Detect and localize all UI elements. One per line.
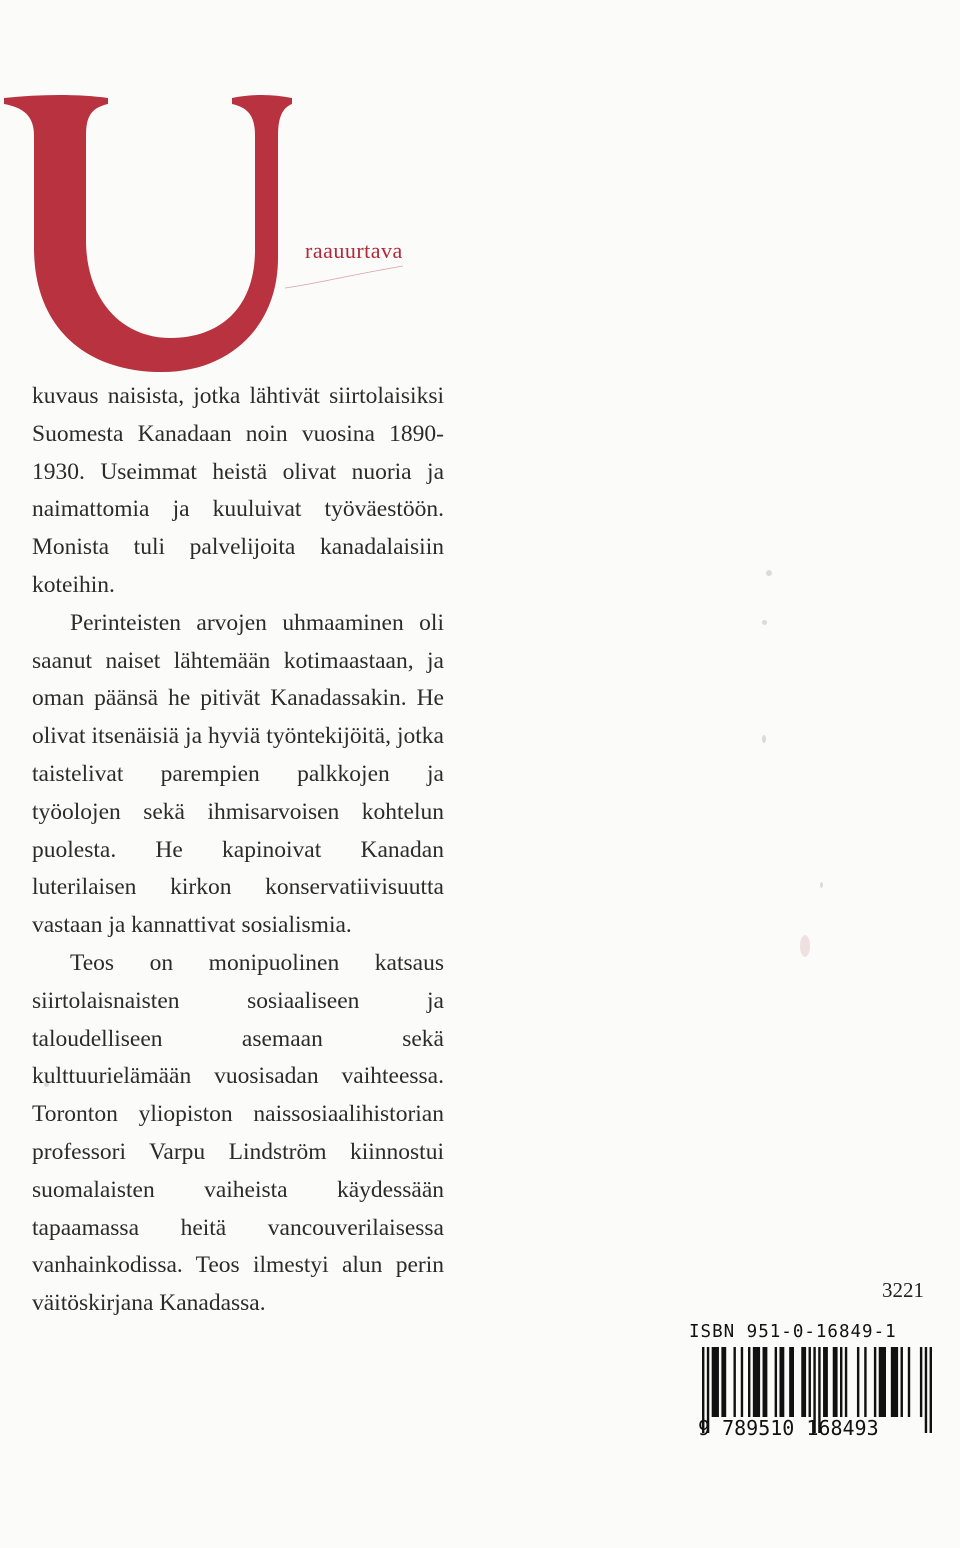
paragraph-work: Teos on monipuolinen katsaus siirtolaisnaisten sosiaaliseen ja taloudelliseen asemaan sekä kulttuurielämään vuosisadan vaihteessa. Toronton yliopiston naissosiaalihistorian professori Varpu Lindström kiinnostui suomalaisten vaiheista käydessään tapaamassa heitä vancouverilaisessa vanhainkodissa. Teos ilmestyi alun perin väitöskirjana Kanadassa. bbox=[32, 949, 444, 1317]
barcode-bar bbox=[833, 1347, 838, 1417]
scan-speck bbox=[800, 935, 810, 957]
barcode-bar bbox=[741, 1347, 743, 1417]
barcode-bar bbox=[721, 1347, 726, 1417]
scan-speck bbox=[766, 570, 772, 576]
price-code: 3221 bbox=[882, 1278, 924, 1302]
barcode-bar bbox=[801, 1347, 806, 1417]
paragraph-traditions: Perinteisten arvojen uhmaaminen oli saanut naiset lähtemään kotimaastaan, ja oman päänsä he pitivät Kanadassakin. He olivat itsenäisiä ja hyviä työntekijöitä, jotka taistelivat parempien palkkojen ja työolojen sekä ihmisarvoisen kohtelun puolesta. He kapinoivat Kanadan luterilaisen kirkon konservatiivisuutta vastaan ja kannattivat sosialismia. bbox=[32, 609, 444, 939]
barcode-bar bbox=[763, 1347, 768, 1417]
first-word-rest: raauurtava bbox=[305, 238, 403, 263]
barcode-bar bbox=[891, 1347, 898, 1417]
barcode-bar bbox=[874, 1347, 876, 1417]
barcode-bar bbox=[753, 1347, 760, 1417]
back-cover-blurb bbox=[32, 378, 444, 1323]
scan-speck bbox=[820, 882, 823, 888]
isbn-label: ISBN 951-0-16849-1 bbox=[689, 1322, 897, 1342]
barcode-bar bbox=[908, 1347, 910, 1417]
barcode-bar bbox=[809, 1347, 811, 1417]
barcode-bar bbox=[733, 1347, 735, 1417]
barcode-bar bbox=[845, 1347, 847, 1417]
barcode-bar bbox=[857, 1347, 859, 1417]
paragraph-intro: kuvaus naisista, jotka lähtivät siirtolaisiksi Suomesta Kanadaan noin vuosina 1890-1930. Useimmat heistä olivat nuoria ja naimattomia ja kuuluivat työväestöön. Monista tuli palvelijoita kanadalaisiin koteihin. bbox=[32, 383, 444, 598]
barcode-bar bbox=[748, 1347, 750, 1417]
barcode-bar bbox=[823, 1347, 828, 1417]
barcode-bar bbox=[864, 1347, 866, 1417]
barcode-bar bbox=[879, 1347, 886, 1417]
barcode-bar bbox=[712, 1347, 719, 1417]
barcode-bar bbox=[901, 1347, 903, 1417]
scan-speck bbox=[762, 620, 767, 625]
drop-cap-letter bbox=[0, 90, 300, 390]
barcode-bar bbox=[925, 1347, 927, 1433]
decorative-swash bbox=[285, 262, 405, 292]
scan-speck bbox=[762, 735, 766, 743]
barcode-bar bbox=[775, 1347, 777, 1417]
barcode-bar bbox=[789, 1347, 794, 1417]
barcode-digits: 9 789510 168493 bbox=[698, 1416, 879, 1440]
barcode-bar bbox=[930, 1347, 932, 1433]
barcode-bar bbox=[920, 1347, 922, 1417]
barcode-bar bbox=[840, 1347, 842, 1417]
barcode-bar bbox=[779, 1347, 784, 1417]
